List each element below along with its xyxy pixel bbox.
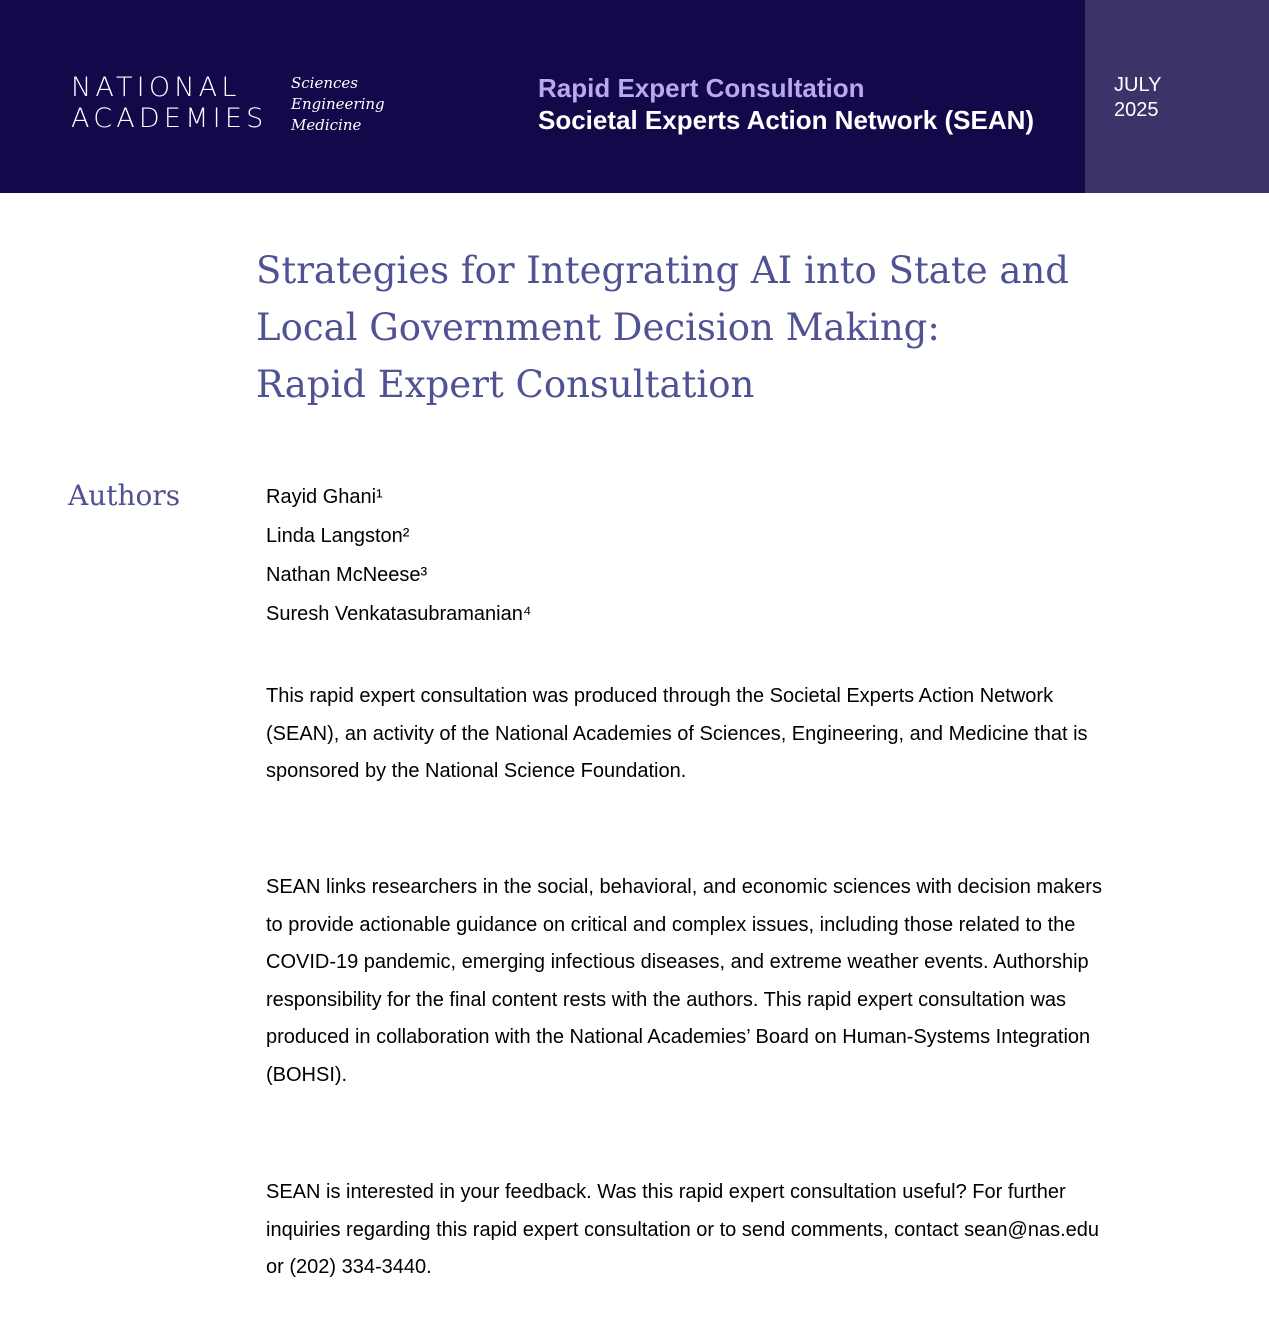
- author-item: Linda Langston²: [266, 525, 410, 547]
- title-line-2: Local Government Decision Making:: [256, 306, 940, 349]
- logo-sub-medicine: Medicine: [291, 116, 362, 134]
- sean-description-paragraph: SEAN links researchers in the social, behavioral, and economic sciences with decision makers to provide actionable guidance on critical and complex issues, including those related to the COVID-19 pandemic, emerging infectious diseases, and extreme weather events. Authorship responsibility for the final content rests with the authors. This rapid expert consultation was produced in collaboration with the National Academies’ Board on Human-Systems Integration (BOHSI).: [266, 876, 1102, 1086]
- author-list: [266, 478, 531, 634]
- header-band: [0, 0, 1269, 193]
- publication-date: [1114, 73, 1161, 123]
- network-name: Societal Experts Action Network (SEAN): [538, 105, 1035, 135]
- header-titles: [538, 72, 1034, 136]
- report-type-label: Rapid Expert Consultation: [538, 73, 865, 103]
- author-item: Suresh Venkatasubramanian⁴: [266, 603, 532, 625]
- author-item: Nathan McNeese³: [266, 564, 428, 586]
- logo-sub-sciences: Sciences: [291, 74, 358, 92]
- publication-year: 2025: [1114, 99, 1159, 121]
- logo-line-1: NATIONAL: [71, 72, 241, 103]
- logo-sub-engineering: Engineering: [291, 95, 385, 113]
- publication-month: JULY: [1114, 74, 1162, 96]
- date-panel: [1085, 0, 1269, 193]
- logo-subtitle: [291, 73, 385, 136]
- national-academies-logo[interactable]: [71, 72, 391, 142]
- title-line-1: Strategies for Integrating AI into State and: [256, 249, 1069, 292]
- document-title: [256, 242, 1156, 413]
- feedback-paragraph: SEAN is interested in your feedback. Was this rapid expert consultation useful? For further inquiries regarding this rapid expert consultation or to send comments, contact sean@nas.edu or (202) 334-3440.: [266, 1181, 1099, 1279]
- logo-wordmark: [71, 72, 267, 134]
- sponsorship-paragraph: This rapid expert consultation was produced through the Societal Experts Action Network (SEAN), an activity of the National Academies of Sciences, Engineering, and Medicine that is sponsored by the National Science Foundation.: [266, 685, 1088, 783]
- title-line-3: Rapid Expert Consultation: [256, 363, 755, 406]
- logo-line-2: ACADEMIES: [71, 103, 268, 134]
- author-item: Rayid Ghani¹: [266, 486, 383, 508]
- authors-heading: Authors: [68, 479, 181, 512]
